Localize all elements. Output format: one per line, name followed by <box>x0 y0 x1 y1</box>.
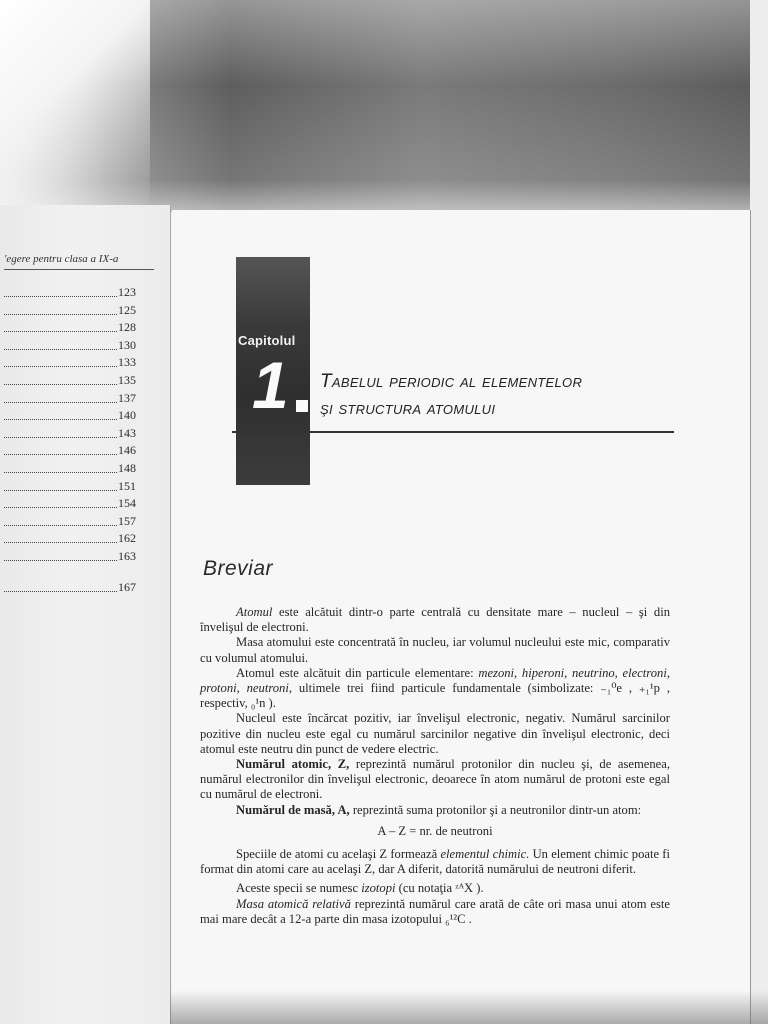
scan-highlight <box>0 0 150 212</box>
toc-page-number: 162 <box>118 531 136 546</box>
paragraph-text: reprezintă numărul protonilor din nucleu şi, de asemenea, numărul electronilor din învelişul electronic, deoarece în atom numărul de protoni este egal cu numărul de electroni. <box>200 757 670 802</box>
toc-entry <box>4 321 136 335</box>
toc-leader-dots <box>4 590 117 592</box>
paragraph-text: Un element chimic poate fi format din atomi care au acelaşi Z, dar A diferit, datorită numărului de neutroni diferit. <box>200 847 670 877</box>
toc-leader-dots <box>4 506 117 508</box>
paragraph <box>200 881 670 896</box>
term: Numărul atomic, Z, <box>236 757 350 772</box>
toc-page-number: 135 <box>118 373 136 387</box>
term: Atomul <box>236 605 273 619</box>
toc-leader-dots <box>4 453 117 455</box>
paragraph-text: (cu notaţia ᶻᴬX ). <box>395 881 484 896</box>
paragraph <box>200 605 670 635</box>
toc-leader-dots <box>4 348 117 350</box>
paragraph-text: reprezintă suma protonilor şi a neutronilor dintr-un atom: <box>349 802 642 817</box>
toc-page-number: 123 <box>118 285 136 299</box>
toc-entry <box>4 339 136 353</box>
toc-entry <box>4 581 136 595</box>
toc-leader-dots <box>4 524 117 526</box>
formula: A – Z = nr. de neutroni <box>377 823 493 838</box>
paragraph <box>200 803 670 818</box>
paragraph-text: Speciile de atomi cu acelaşi Z formează <box>236 847 441 862</box>
toc-entry <box>4 550 136 564</box>
toc-leader-dots <box>4 365 117 367</box>
paragraph: Nucleul este încărcat pozitiv, iar învelişul electronic, negativ. Numărul sarcinilor pozitive din nucleu este egal cu numărul sarcinilor negative din învelişul electronic, deci atomul este neutru din punct de vedere electric. <box>200 711 670 756</box>
section-title: Breviar <box>203 557 274 580</box>
toc-page-number: 151 <box>118 478 136 493</box>
toc-page-number: 167 <box>118 579 136 594</box>
chapter-number: 1 <box>252 348 289 422</box>
particle-symbols: ₋₁⁰e , ₊₁¹p , respectiv, ₀¹n ). <box>200 681 670 711</box>
toc-page-number: 133 <box>118 355 136 370</box>
toc-entry <box>4 532 136 546</box>
previous-page-header: 'egere pentru clasa a IX-a <box>4 253 119 265</box>
previous-page <box>0 205 171 1024</box>
toc-page-number: 157 <box>118 513 136 528</box>
toc-leader-dots <box>4 295 117 297</box>
toc-leader-dots <box>4 330 117 332</box>
toc-leader-dots <box>4 541 117 543</box>
chapter-title-line-2: şi structura atomului <box>320 398 496 419</box>
toc-entry <box>4 356 136 370</box>
paragraph <box>200 847 670 877</box>
toc-leader-dots <box>4 489 117 491</box>
toc-leader-dots <box>4 559 117 561</box>
toc-entry <box>4 444 136 458</box>
paragraph <box>200 757 670 803</box>
page-edge <box>750 0 768 1024</box>
toc-leader-dots <box>4 383 117 385</box>
chapter-title-rule <box>232 431 674 433</box>
toc-entry <box>4 374 136 388</box>
toc-entry <box>4 392 136 406</box>
toc-page-number: 148 <box>118 461 136 475</box>
toc-entry <box>4 515 136 529</box>
term: Numărul de masă, A, <box>236 802 350 817</box>
term: izotopi <box>361 881 396 896</box>
paragraph-text: Atomul este alcătuit din particule elementare: <box>236 665 479 680</box>
term: mezoni, hiperoni, neutrino, electroni, protoni, neutroni, <box>200 665 670 696</box>
paragraph-text: ultimele trei fiind particule fundamentale (simbolizate: <box>292 681 601 696</box>
paragraph <box>200 666 670 712</box>
toc-leader-dots <box>4 313 117 315</box>
chapter-label: Capitolul <box>238 333 296 348</box>
toc-leader-dots <box>4 471 117 473</box>
toc-page-number: 163 <box>118 549 136 563</box>
paragraph-text: Aceste specii se numesc <box>236 881 362 896</box>
toc-page-number: 128 <box>118 320 136 335</box>
scan-bottom-shadow <box>170 990 768 1024</box>
chapter-title-line-1: Tabelul periodic al elementelor <box>320 371 583 392</box>
toc-entry <box>4 409 136 423</box>
toc-page-number: 130 <box>118 337 136 352</box>
toc-leader-dots <box>4 401 117 403</box>
toc-entry <box>4 304 136 318</box>
toc-leader-dots <box>4 418 117 420</box>
toc-page-number: 140 <box>118 408 136 423</box>
toc-leader-dots <box>4 436 117 438</box>
toc-page-number: 146 <box>118 443 136 458</box>
chapter-number-dot <box>296 400 308 412</box>
toc-page-number: 125 <box>118 302 136 317</box>
paragraph-text: este alcătuit dintr-o parte centrală cu densitate mare – nucleul – şi din învelişul de electroni. <box>200 605 670 635</box>
term: elementul chimic. <box>440 847 530 862</box>
toc-entry <box>4 480 136 494</box>
toc-page-number: 154 <box>118 496 136 511</box>
paragraph-text: reprezintă numărul care arată de câte ori masa unui atom este mai mare decât a 12-a parte din masa izotopului ₆¹²C . <box>200 896 670 926</box>
toc-entry <box>4 286 136 300</box>
toc-entry <box>4 427 136 441</box>
term: Masa atomică relativă <box>236 896 351 911</box>
toc-entry <box>4 497 136 511</box>
toc-page-number: 143 <box>118 425 136 440</box>
toc-entry <box>4 462 136 476</box>
paragraph: Masa atomului este concentrată în nucleu, iar volumul nucleului este mic, comparativ cu volumul atomului. <box>200 635 670 665</box>
paragraph <box>200 897 670 927</box>
toc-page-number: 137 <box>118 390 136 405</box>
body-text <box>200 605 670 927</box>
